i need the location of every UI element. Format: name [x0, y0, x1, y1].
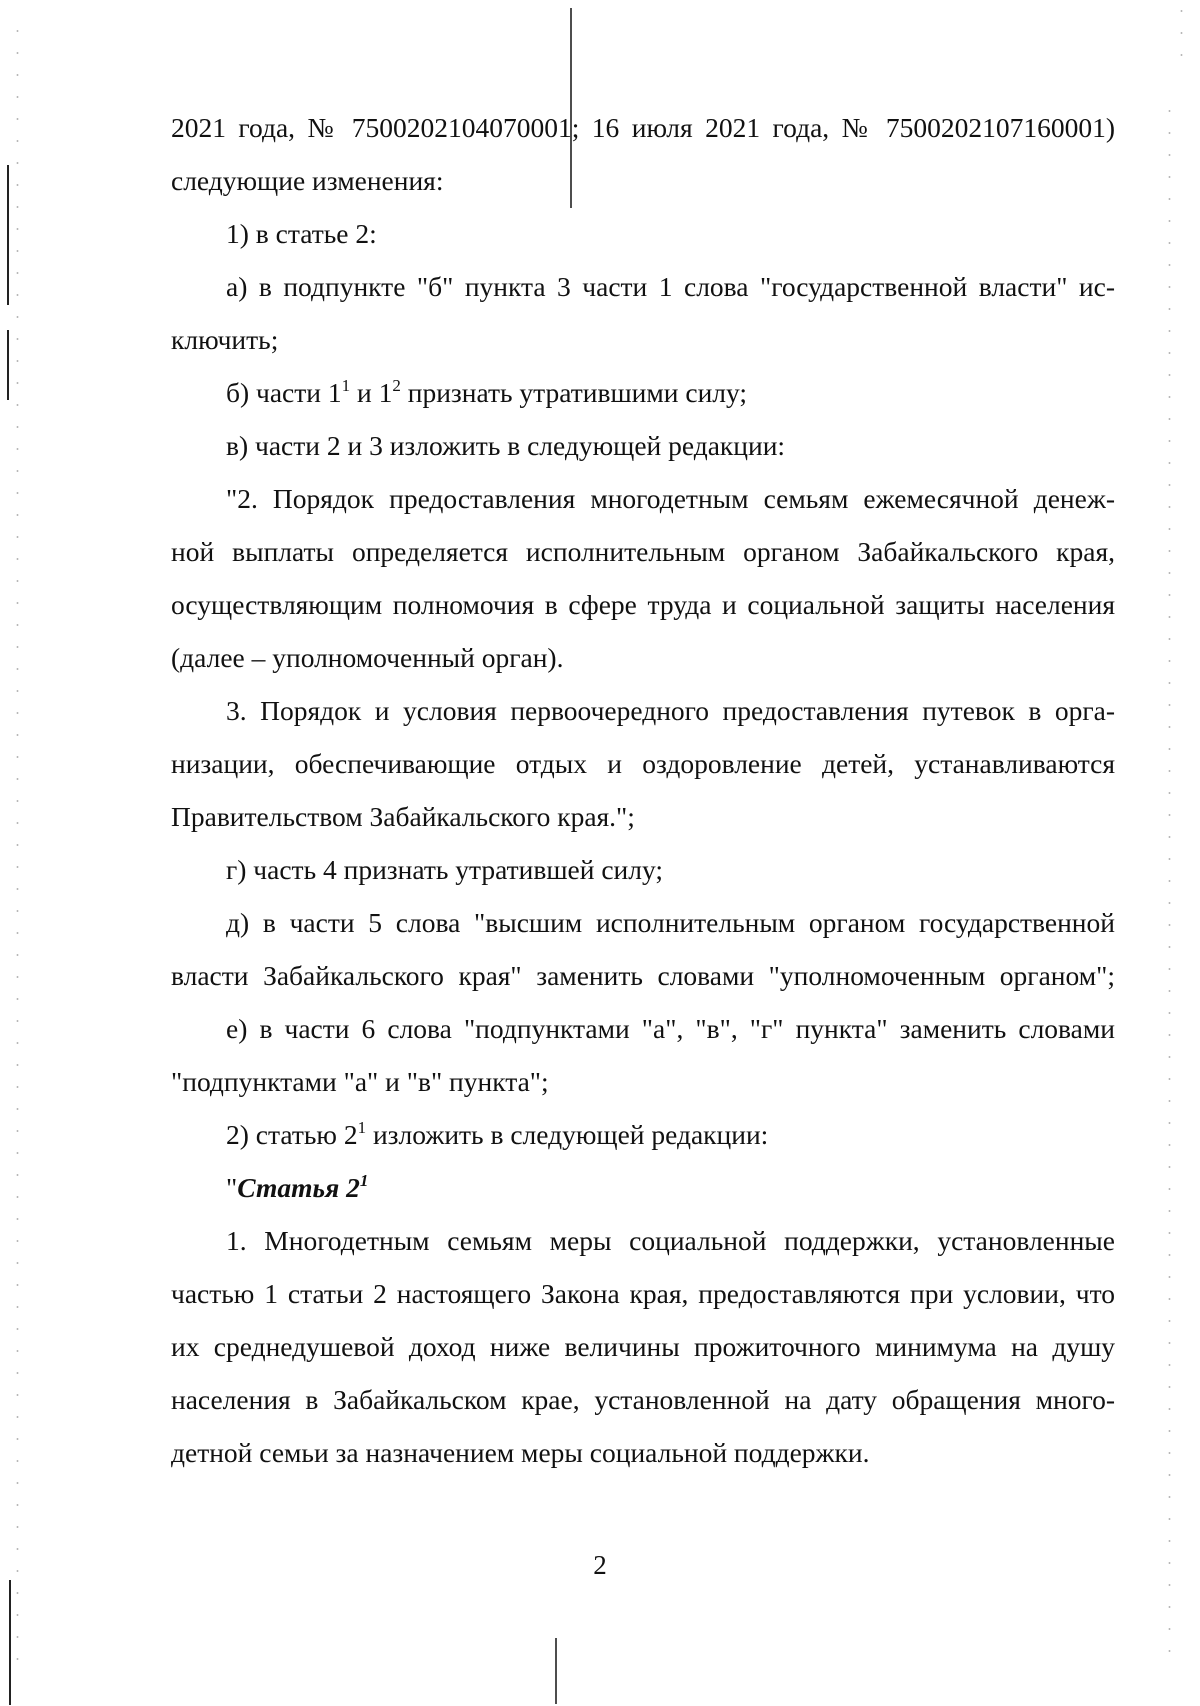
subitem-d-cont: власти Забайкальского края" заменить словами "уполномоченным органом";	[171, 960, 1115, 991]
scan-artifact-dots	[1180, 0, 1183, 60]
subitem-a-cont: ключить;	[171, 324, 279, 355]
subitem-b	[171, 373, 1115, 413]
article-heading	[171, 1168, 1115, 1208]
superscript: 1	[341, 376, 351, 395]
article-heading-title: Статья 2	[237, 1172, 360, 1203]
quote-item-3-cont: низации, обеспечивающие отдых и оздоровление детей, устанавливаются	[171, 748, 1115, 779]
subitem-d: д) в части 5 слова "высшим исполнительным органом государственной	[226, 907, 1115, 938]
subitem-e: е) в части 6 слова "подпунктами "а", "в", "г" пункта" заменить словами	[226, 1013, 1115, 1044]
quote-item-3-cont: Правительством Забайкальского края.";	[171, 801, 635, 832]
scan-artifact-edge	[9, 1580, 11, 1705]
article-para-1-cont: частью 1 статьи 2 настоящего Закона края, предоставляются при условии, что	[171, 1278, 1115, 1309]
article-para-1-cont: их среднедушевой доход ниже величины прожиточного минимума на душу	[171, 1331, 1115, 1362]
quote-item-2-cont: (далее – уполномоченный орган).	[171, 642, 564, 673]
page-number: 2	[593, 1550, 607, 1580]
superscript: 2	[392, 376, 401, 395]
list-item-1: 1) в статье 2:	[226, 218, 377, 249]
article-para-1-cont: детной семьи за назначением меры социальной поддержки.	[171, 1437, 870, 1468]
quote-item-3: 3. Порядок и условия первоочередного предоставления путевок в орга-	[226, 695, 1115, 726]
subitem-a: а) в подпункте "б" пункта 3 части 1 слова "государственной власти" ис-	[226, 271, 1115, 302]
scan-artifact-line	[555, 1638, 557, 1704]
superscript: 1	[357, 1118, 367, 1137]
subitem-b-pre: б) части 1	[226, 377, 342, 408]
subitem-e-cont: "подпунктами "а" и "в" пункта";	[171, 1066, 549, 1097]
subitem-b-post: признать утратившими силу;	[400, 377, 748, 408]
article-para-1-cont: населения в Забайкальском крае, установленной на дату обращения много-	[171, 1384, 1115, 1415]
scan-artifact-edge	[7, 330, 9, 400]
article-heading-quote: "	[226, 1172, 238, 1203]
quote-item-2-cont: осуществляющим полномочия в сфере труда и социальной защиты населения	[171, 589, 1115, 620]
quote-item-2: "2. Порядок предоставления многодетным семьям ежемесячной денеж-	[226, 483, 1115, 514]
scan-artifact-dots	[1168, 100, 1171, 1660]
list-item-2-post: изложить в следующей редакции:	[366, 1119, 769, 1150]
list-item-2	[171, 1115, 1115, 1155]
subitem-v: в) части 2 и 3 изложить в следующей редакции:	[226, 430, 786, 461]
list-item-2-pre: 2) статью 2	[226, 1119, 358, 1150]
scan-artifact-edge	[7, 165, 9, 305]
subitem-b-mid: и 1	[350, 377, 393, 408]
body-line-2: следующие изменения:	[171, 165, 444, 196]
scan-artifact-dots	[16, 20, 19, 1680]
subitem-g: г) часть 4 признать утратившей силу;	[226, 854, 664, 885]
body-line-1: 2021 года, № 7500202104070001; 16 июля 2021 года, № 7500202107160001)	[171, 112, 1115, 143]
quote-item-2-cont: ной выплаты определяется исполнительным органом Забайкальского края,	[171, 536, 1115, 567]
superscript: 1	[359, 1171, 369, 1190]
article-para-1: 1. Многодетным семьям меры социальной поддержки, установленные	[226, 1225, 1115, 1256]
